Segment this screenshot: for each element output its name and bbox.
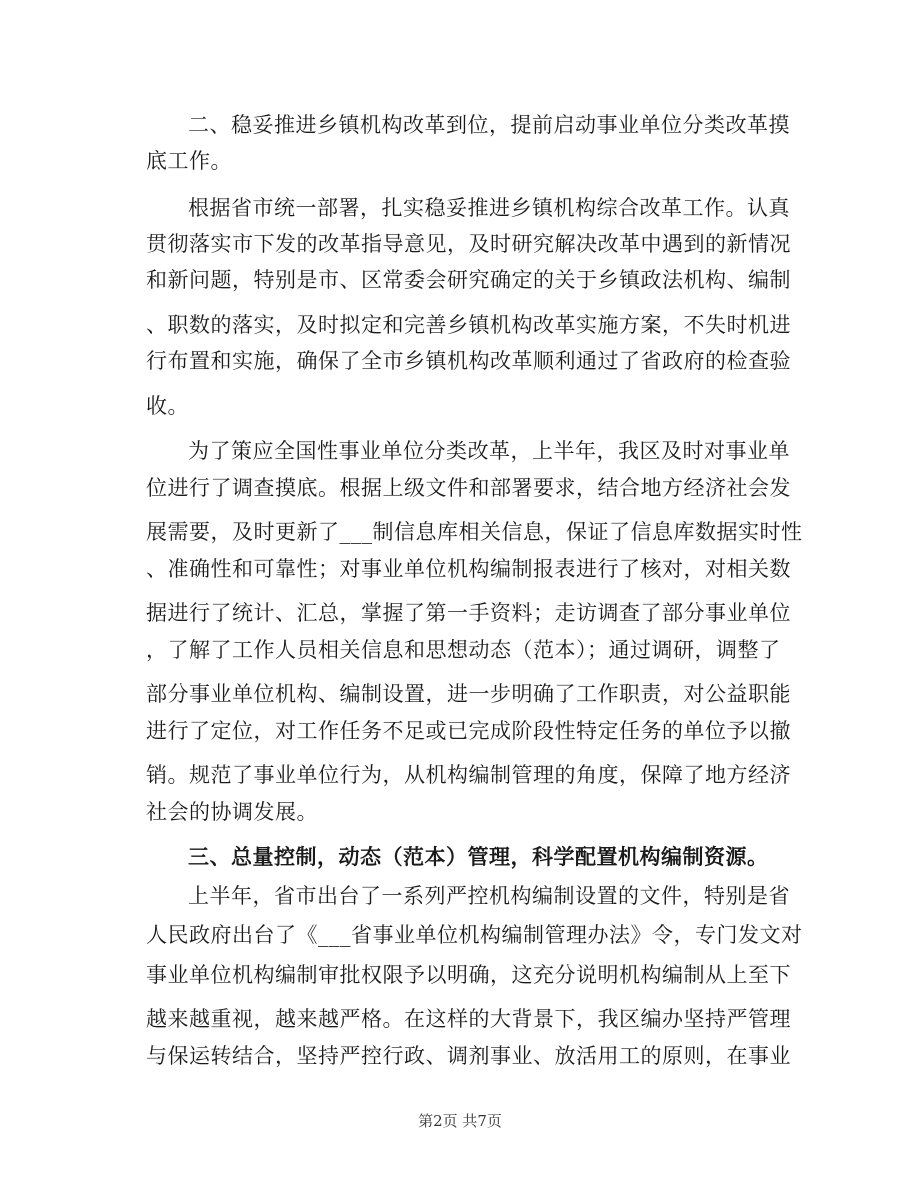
text-line: 为了策应全国性事业单位分类改革，上半年，我区及时对事业单	[188, 439, 790, 463]
text-line: 事业单位机构编制审批权限予以明确，这充分说明机构编制从上至下	[146, 963, 791, 987]
text-line: 人民政府出台了《___省事业单位机构编制管理办法》令，专门发文对	[146, 923, 803, 947]
text-line: 与保运转结合，坚持严控行政、调剂事业、放活用工的原则，在事业	[146, 1044, 791, 1068]
text-line: ，了解了工作人员相关信息和思想动态（范本）；通过调研，调整了	[146, 638, 781, 662]
page-number: 第2页 共7页	[418, 1112, 502, 1130]
text-line: 、准确性和可靠性；对事业单位机构编制报表进行了核对，对相关数	[146, 557, 791, 581]
text-line: 部分事业单位机构、编制设置，进一步明确了工作职责，对公益职能	[146, 682, 791, 706]
text-line: 进行了定位，对工作任务不足或已完成阶段性特定任务的单位予以撤	[146, 719, 791, 743]
text-line: 二、稳妥推进乡镇机构改革到位，提前启动事业单位分类改革摸	[188, 113, 790, 137]
text-line: 展需要，及时更新了___制信息库相关信息，保证了信息库数据实时性	[146, 520, 803, 544]
text-line: 收。	[146, 394, 189, 418]
text-line: 行布置和实施，确保了全市乡镇机构改革顺利通过了省政府的检查验	[146, 349, 791, 373]
text-line: 和新问题，特别是市、区常委会研究确定的关于乡镇政法机构、编制	[146, 268, 791, 292]
text-line: 销。规范了事业单位行为，从机构编制管理的角度，保障了地方经济	[146, 763, 791, 787]
text-line: 根据省市统一部署，扎实稳妥推进乡镇机构综合改革工作。认真	[188, 196, 790, 220]
text-line: 据进行了统计、汇总，掌握了第一手资料；走访调查了部分事业单位	[146, 601, 791, 625]
text-line: 、职数的落实，及时拟定和完善乡镇机构改革实施方案，不失时机进	[146, 313, 791, 337]
text-line: 底工作。	[146, 149, 232, 173]
text-line: 贯彻落实市下发的改革指导意见，及时研究解决改革中遇到的新情况	[146, 232, 791, 256]
section-heading: 三、总量控制，动态（范本）管理，科学配置机构编制资源。	[188, 844, 769, 869]
text-line: 上半年，省市出台了一系列严控机构编制设置的文件，特别是省	[188, 884, 790, 908]
text-line: 位进行了调查摸底。根据上级文件和部署要求，结合地方经济社会发	[146, 476, 791, 500]
text-line: 越来越重视，越来越严格。在这样的大背景下，我区编办坚持严管理	[146, 1007, 791, 1031]
text-line: 社会的协调发展。	[146, 800, 318, 824]
